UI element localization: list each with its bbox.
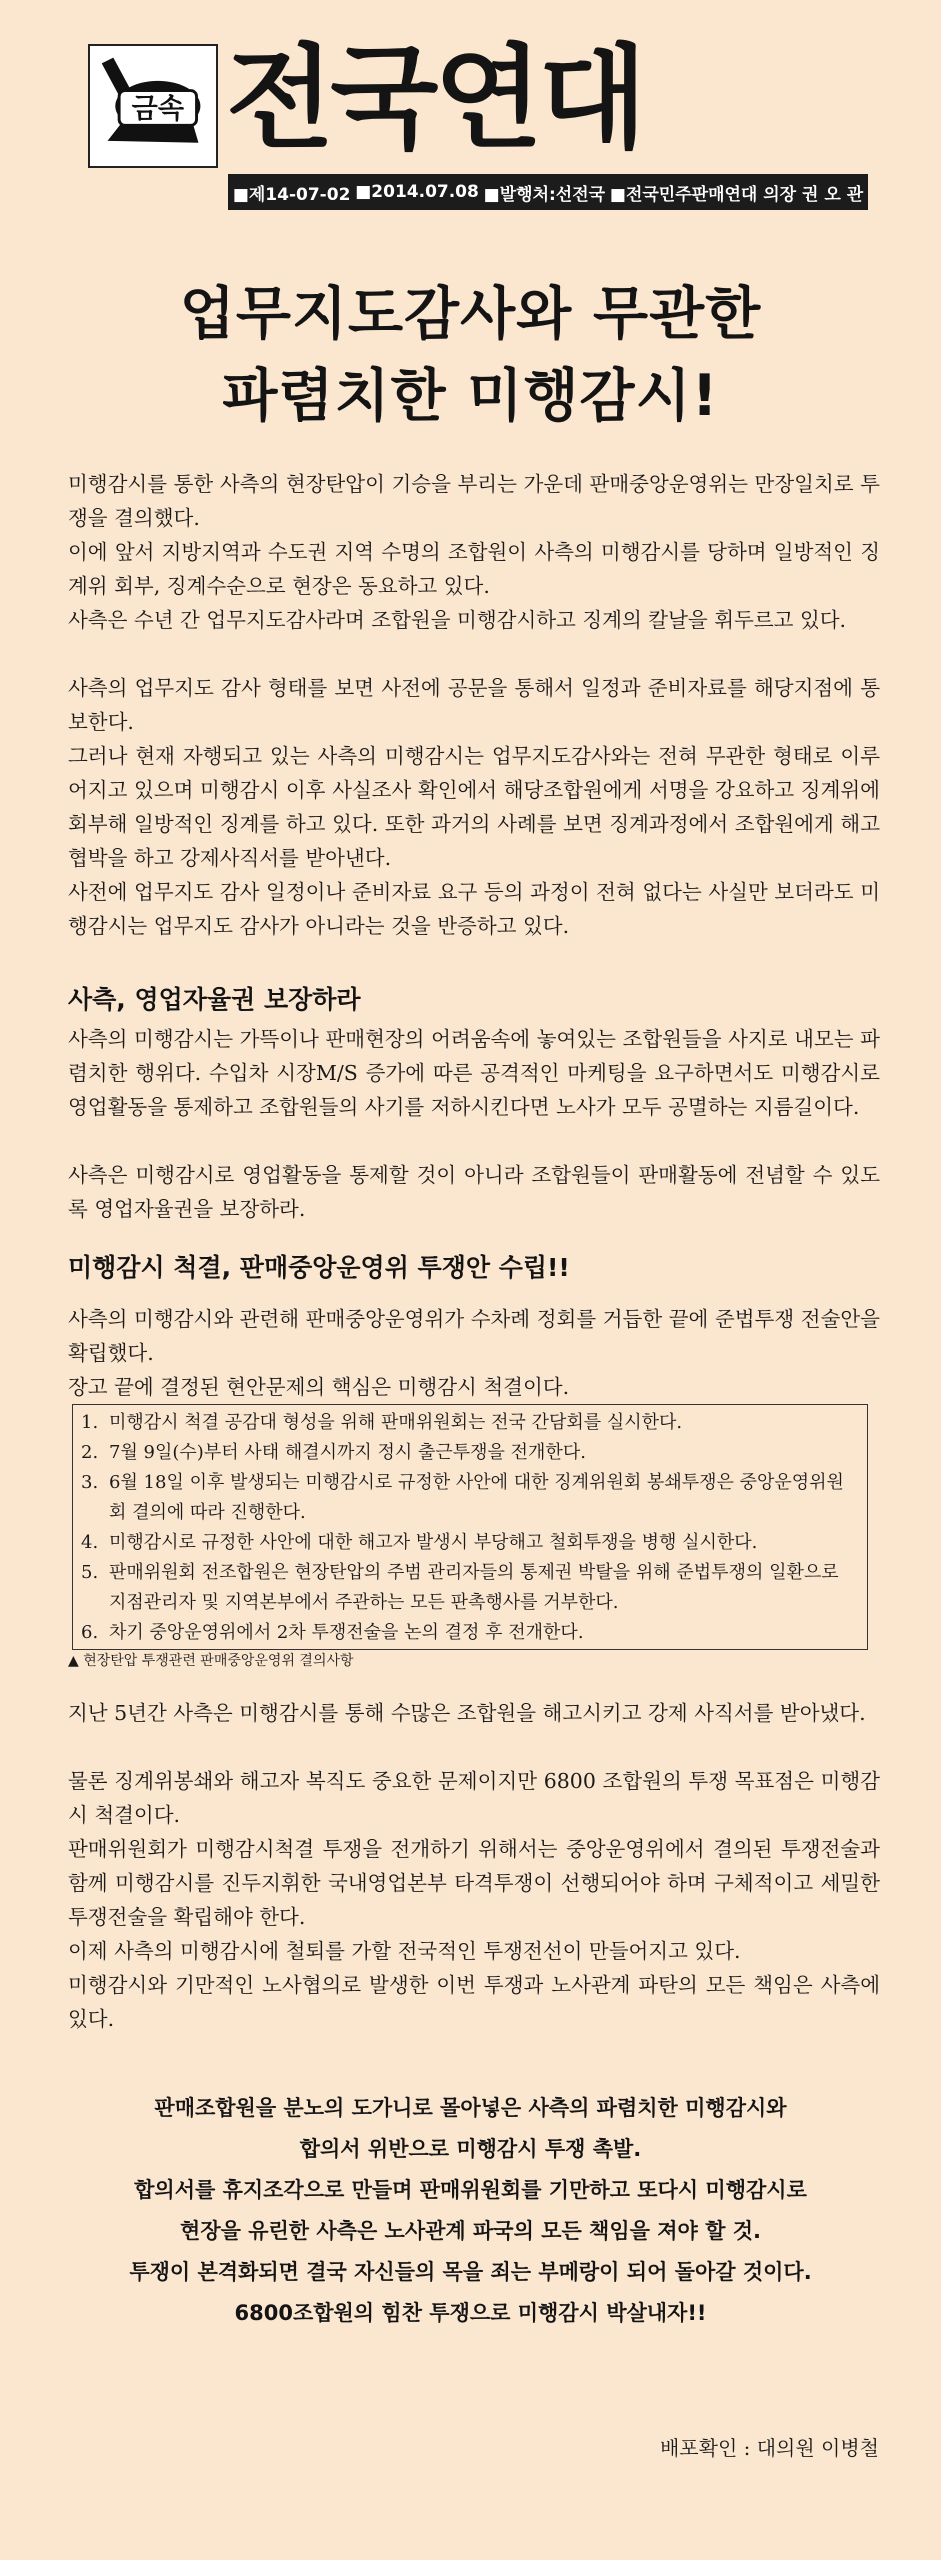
intro-paragraph: 사전에 업무지도 감사 일정이나 준비자료 요구 등의 과정이 전혀 없다는 사실만 보더라도 미행감시는 업무지도 감사가 아니라는 것을 반증하고 있다. <box>68 880 880 938</box>
closing-line: 6800조합원의 힘찬 투쟁으로 미행감시 박살내자!! <box>234 2301 707 2325</box>
newspaper-title: 전국연대 <box>226 34 643 164</box>
publisher: ■발행처:선전국 <box>483 184 606 205</box>
section-paragraph: 사측은 미행감시로 영업활동을 통제할 것이 아니라 조합원들이 판매활동에 전념할 수 있도록 영업자율권을 보장하라. <box>68 1163 880 1221</box>
resolution-item: 4. 미행감시로 규정한 사안에 대한 해고자 발생시 부당해고 철회투쟁을 병행 실시한다. <box>81 1532 758 1553</box>
section-title-autonomy: 사측, 영업자율권 보장하라 <box>68 985 361 1014</box>
closing-line: 합의서 위반으로 미행감시 투쟁 촉발. <box>299 2137 642 2161</box>
resolution-box <box>72 1404 868 1650</box>
closing-line: 투쟁이 본격화되면 결국 자신들의 목을 죄는 부메랑이 되어 돌아갈 것이다. <box>129 2260 812 2284</box>
headline-line-2: 파렴치한 미행감시! <box>222 363 719 429</box>
fist-logo-icon <box>90 46 216 166</box>
closing-line: 판매조합원을 분노의 도가니로 몰아넣은 사측의 파렴치한 미행감시와 <box>154 2096 787 2120</box>
intro-paragraph: 이에 앞서 지방지역과 수도권 지역 수명의 조합원이 사측의 미행감시를 당하며 일방적인 징계위 회부, 징계수순으로 현장은 동요하고 있다. <box>68 540 880 598</box>
section-title-struggle-plan: 미행감시 척결, 판매중앙운영위 투쟁안 수립!! <box>68 1253 570 1282</box>
resolution-item: 5. 판매위원회 전조합원은 현장탄압의 주범 관리자들의 통제권 박탈을 위해 준법투쟁의 일환으로 지점관리자 및 지역본부에서 주관하는 모든 판촉행사를 거부한다. <box>81 1562 839 1613</box>
logo-text: 금속 <box>131 93 185 125</box>
closing-line: 현장을 유린한 사측은 노사관계 파국의 모든 책임을 져야 할 것. <box>180 2219 761 2243</box>
issue-info-bar <box>228 174 868 210</box>
resolution-item: 1. 미행감시 척결 공감대 형성을 위해 판매위원회는 전국 간담회를 실시한다. <box>81 1412 683 1433</box>
resolution-item: 3. 6월 18일 이후 발생되는 미행감시로 규정한 사안에 대한 징계위원회 봉쇄투쟁은 중앙운영위원회 결의에 따라 진행한다. <box>81 1472 844 1523</box>
distribution-signature: 배포확인 : 대의원 이병철 <box>659 2436 879 2460</box>
section-paragraph: 사측의 미행감시와 관련해 판매중앙운영위가 수차례 정회를 거듭한 끝에 준법투쟁 전술안을 확립했다. <box>68 1307 880 1365</box>
body-paragraph: 지난 5년간 사측은 미행감시를 통해 수많은 조합원을 해고시키고 강제 사직서를 받아냈다. <box>68 1701 866 1725</box>
intro-paragraph: 미행감시를 통한 사측의 현장탄압이 기승을 부리는 가운데 판매중앙운영위는 만장일치로 투쟁을 결의했다. <box>68 472 880 530</box>
issue-number: ■제14-07-02 <box>232 184 351 205</box>
resolution-item: 2. 7월 9일(수)부터 사태 해결시까지 정시 출근투쟁을 전개한다. <box>81 1442 586 1463</box>
issue-date: ■2014.07.08 <box>355 182 479 202</box>
intro-paragraph: 사측은 수년 간 업무지도감사라며 조합원을 미행감시하고 징계의 칼날을 휘두르고 있다. <box>68 608 847 632</box>
body-paragraph: 판매위원회가 미행감시척결 투쟁을 전개하기 위해서는 중앙운영위에서 결의된 투쟁전술과 함께 미행감시를 진두지휘한 국내영업본부 타격투쟁이 선행되어야 하며 구체적이고 세밀한 투쟁전술을 확립해야 한다. <box>68 1837 880 1929</box>
resolution-caption: ▲ 현장탄압 투쟁관련 판매중앙운영위 결의사항 <box>68 1653 354 1669</box>
masthead <box>88 34 868 214</box>
section-paragraph: 장고 끝에 결정된 현안문제의 핵심은 미행감시 척결이다. <box>68 1375 570 1399</box>
organization: ■전국민주판매연대 의장 권 오 관 <box>609 184 864 205</box>
union-logo <box>88 44 218 168</box>
body-paragraph: 미행감시와 기만적인 노사협의로 발생한 이번 투쟁과 노사관계 파탄의 모든 책임은 사측에 있다. <box>68 1973 880 2031</box>
intro-paragraph: 그러나 현재 자행되고 있는 사측의 미행감시는 업무지도감사와는 전혀 무관한 형태로 이루어지고 있으며 미행감시 이후 사실조사 확인에서 해당조합원에게 서명을 강요하고 징계위에 회부해 일방적인 징계를 하고 있다. 또한 과거의 사례를 보면 징계과정에서 조합원에게 해고협박을 하고 강제사직서를 받아낸다. <box>68 744 880 870</box>
closing-line: 합의서를 휴지조각으로 만들며 판매위원회를 기만하고 또다시 미행감시로 <box>134 2178 807 2202</box>
resolution-item: 6. 차기 중앙운영위에서 2차 투쟁전술을 논의 결정 후 전개한다. <box>81 1622 584 1643</box>
body-paragraph: 이제 사측의 미행감시에 철퇴를 가할 전국적인 투쟁전선이 만들어지고 있다. <box>68 1939 741 1963</box>
body-paragraph: 물론 징계위봉쇄와 해고자 복직도 중요한 문제이지만 6800 조합원의 투쟁 목표점은 미행감시 척결이다. <box>68 1769 880 1827</box>
intro-paragraph: 사측의 업무지도 감사 형태를 보면 사전에 공문을 통해서 일정과 준비자료를 해당지점에 통보한다. <box>68 676 880 734</box>
headline-line-1: 업무지도감사와 무관한 <box>179 281 762 347</box>
section-paragraph: 사측의 미행감시는 가뜩이나 판매현장의 어려움속에 놓여있는 조합원들을 사지로 내모는 파렴치한 행위다. 수입차 시장M/S 증가에 따른 공격적인 마케팅을 요구하면서도 미행감시로 영업활동을 통제하고 조합원들의 사기를 저하시킨다면 노사가 모두 공멸하는 지름길이다. <box>68 1027 880 1119</box>
